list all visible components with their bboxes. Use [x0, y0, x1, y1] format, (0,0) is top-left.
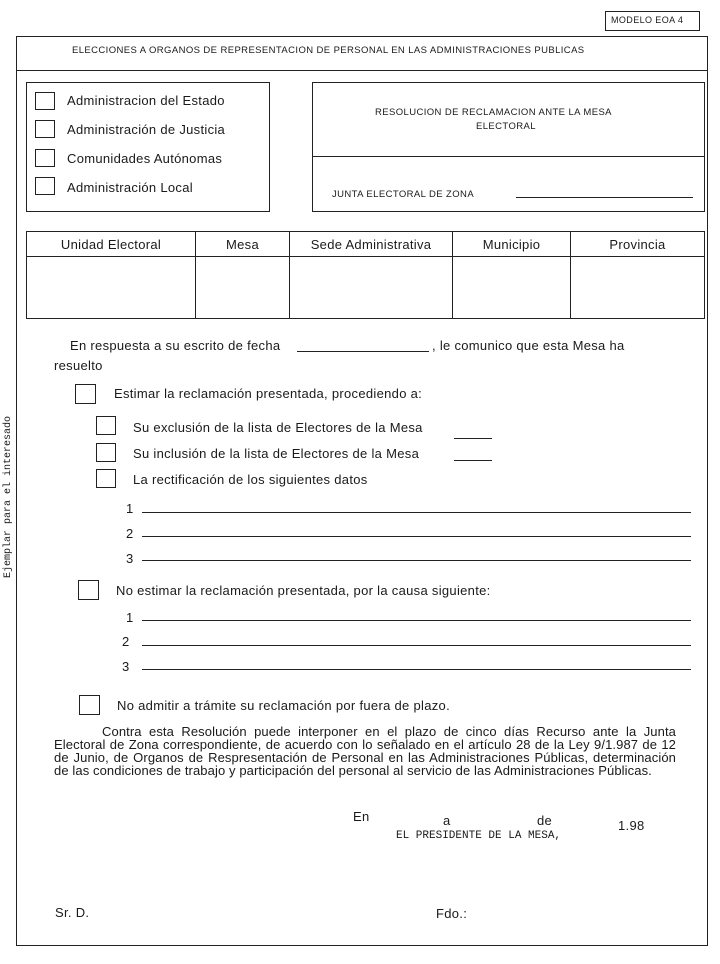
electoral-data-table	[26, 231, 705, 319]
cell-mesa[interactable]	[196, 257, 290, 319]
inclusion-label: Su inclusión de la lista de Electores de la Mesa	[133, 446, 420, 461]
header-sede-administrativa: Sede Administrativa	[290, 232, 453, 257]
estimar-label: Estimar la reclamación presentada, procediendo a:	[114, 386, 423, 401]
header-unidad-electoral: Unidad Electoral	[27, 232, 196, 257]
rectificacion-label: La rectificación de los siguientes datos	[133, 472, 368, 487]
resolution-divider	[312, 156, 705, 157]
admin-comunidades-label: Comunidades Autónomas	[67, 151, 223, 166]
place-a: a	[443, 813, 451, 828]
exclusion-field-line[interactable]	[454, 438, 492, 439]
rectificacion-line-number-3: 3	[126, 551, 134, 566]
rectificacion-line-1[interactable]	[142, 512, 691, 513]
fecha-field-line[interactable]	[297, 351, 429, 352]
rectificacion-line-2[interactable]	[142, 536, 691, 537]
causa-line-3[interactable]	[142, 669, 691, 670]
place-de: de	[537, 813, 553, 828]
fdo-label: Fdo.:	[436, 906, 468, 921]
causa-line-2[interactable]	[142, 645, 691, 646]
exclusion-checkbox[interactable]	[96, 416, 116, 435]
inclusion-field-line[interactable]	[454, 460, 492, 461]
intro-text-3: resuelto	[54, 358, 103, 373]
admin-estado-label: Administracion del Estado	[67, 93, 225, 108]
resolution-title-line2: ELECTORAL	[476, 121, 536, 132]
causa-line-number-2: 2	[122, 634, 130, 649]
inclusion-checkbox[interactable]	[96, 443, 116, 462]
header-mesa: Mesa	[196, 232, 290, 257]
admin-justicia-checkbox[interactable]	[35, 120, 55, 138]
model-tag: MODELO EOA 4	[611, 15, 684, 25]
causa-line-1[interactable]	[142, 620, 691, 621]
causa-line-number-3: 3	[122, 659, 130, 674]
place-year: 1.98	[618, 818, 645, 833]
rectificacion-line-number-1: 1	[126, 501, 134, 516]
resolution-title-line1: RESOLUCION DE RECLAMACION ANTE LA MESA	[375, 107, 612, 118]
legal-notice: Contra esta Resolución puede interponer en el plazo de cinco días Recurso ante la Junta Electoral de Zona correspondiente, de acuerdo con lo señalado en el artículo 28 de la Ley 9/1.987 de 12 de Junio, de Organos de Respresentación de Personal en las Administraciones Públicas, determinación de las condiciones de trabajo y participación del personal al servicio de las Administraciones Públicas.	[54, 724, 676, 778]
no-estimar-checkbox[interactable]	[78, 580, 99, 600]
intro-text-2: , le comunico que esta Mesa ha	[432, 338, 625, 353]
exclusion-label: Su exclusión de la lista de Electores de la Mesa	[133, 420, 423, 435]
estimar-checkbox[interactable]	[75, 384, 96, 404]
no-admitir-label: No admitir a trámite su reclamación por fuera de plazo.	[117, 698, 450, 713]
junta-label: JUNTA ELECTORAL DE ZONA	[332, 189, 475, 200]
form-title: ELECCIONES A ORGANOS DE REPRESENTACION DE PERSONAL EN LAS ADMINISTRACIONES PUBLICAS	[72, 45, 585, 56]
admin-local-label: Administración Local	[67, 180, 193, 195]
admin-estado-checkbox[interactable]	[35, 92, 55, 110]
admin-comunidades-checkbox[interactable]	[35, 149, 55, 167]
junta-field-line[interactable]	[516, 197, 693, 198]
rectificacion-line-number-2: 2	[126, 526, 134, 541]
rectificacion-line-3[interactable]	[142, 560, 691, 561]
no-admitir-checkbox[interactable]	[79, 695, 100, 715]
cell-unidad-electoral[interactable]	[27, 257, 196, 319]
side-label: Ejemplar para el interesado	[3, 415, 14, 579]
sr-label: Sr. D.	[55, 905, 90, 920]
cell-sede-administrativa[interactable]	[290, 257, 453, 319]
admin-justicia-label: Administración de Justicia	[67, 122, 226, 137]
cell-provincia[interactable]	[571, 257, 705, 319]
admin-local-checkbox[interactable]	[35, 177, 55, 195]
causa-line-number-1: 1	[126, 610, 134, 625]
header-provincia: Provincia	[571, 232, 705, 257]
intro-text-1: En respuesta a su escrito de fecha	[70, 338, 281, 353]
header-municipio: Municipio	[453, 232, 571, 257]
cell-municipio[interactable]	[453, 257, 571, 319]
presidente-label: EL PRESIDENTE DE LA MESA,	[396, 830, 562, 842]
place-en: En	[353, 809, 370, 824]
header-divider	[16, 70, 708, 71]
no-estimar-label: No estimar la reclamación presentada, por la causa siguiente:	[116, 583, 491, 598]
rectificacion-checkbox[interactable]	[96, 469, 116, 488]
